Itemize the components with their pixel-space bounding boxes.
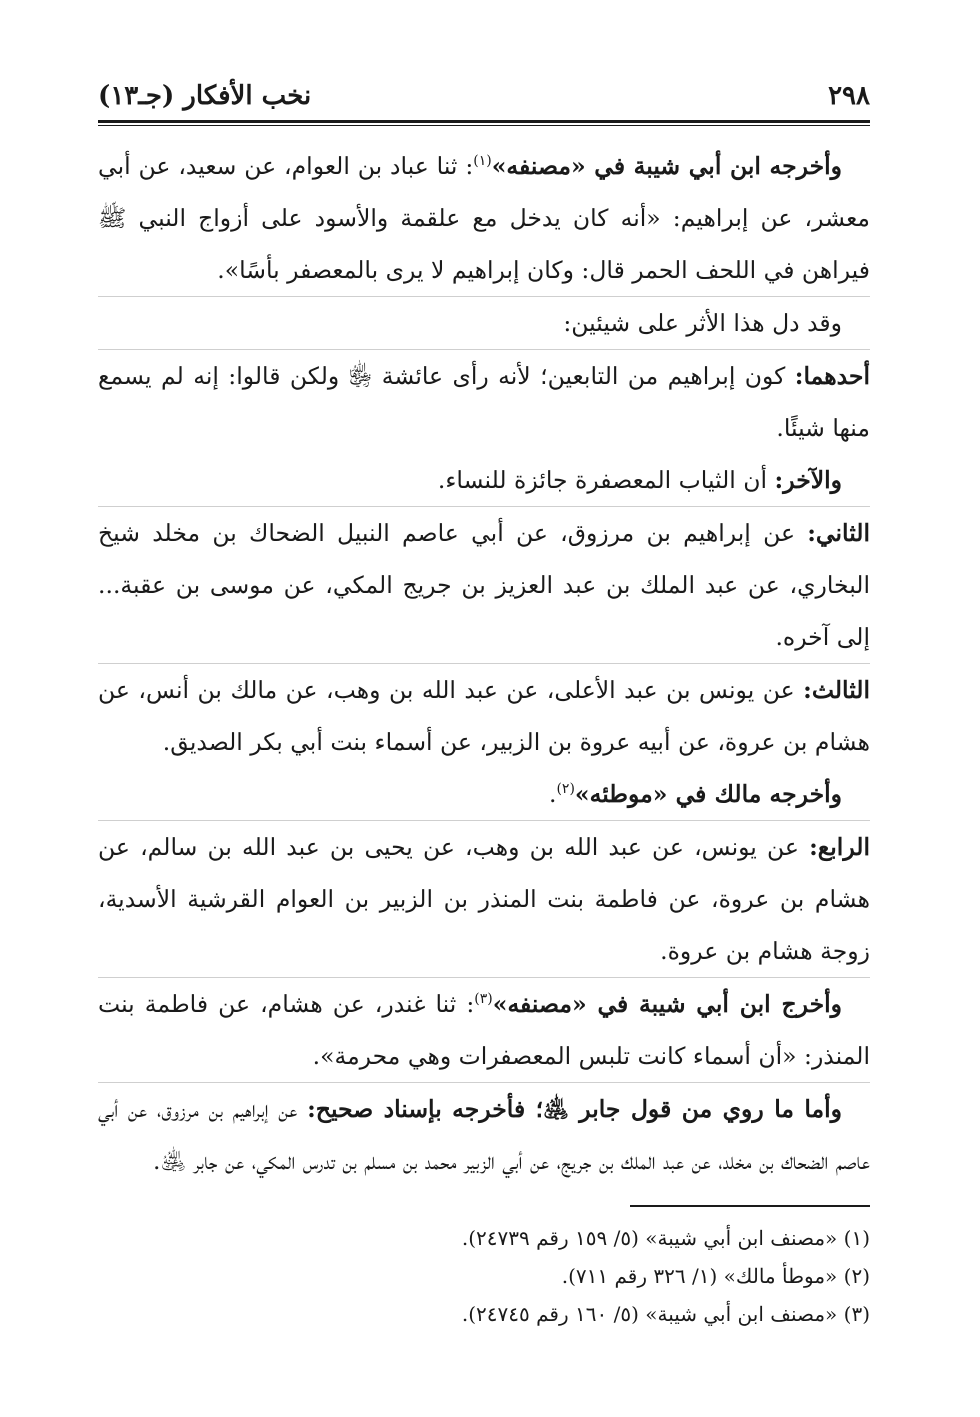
running-title: نخب الأفكار (جـ١٣) bbox=[98, 81, 312, 111]
footnote-2: (٢) «موطأ مالك» (١/ ٣٢٦ رقم ٧١١). bbox=[561, 1264, 870, 1288]
paragraph-chain-three: الثالث: عن يونس بن عبد الأعلى، عن عبد الله بن وهب، عن مالك بن أنس، عن هشام بن عروة، عن أبيه عروة بن الزبير، عن أسماء بنت أبي بكر الصديق. bbox=[98, 663, 870, 768]
paragraph-chain-four: الرابع: عن يونس، عن عبد الله بن وهب، عن يحيى بن عبد الله بن سالم، عن هشام بن عروة، عن فاطمة بنت المنذر بن الزبير بن العوام القرشية الأسدية، زوجة هشام بن عروة. bbox=[98, 820, 870, 977]
main-text bbox=[98, 140, 870, 1187]
paragraph-ibn-abi-shaybah-2: وأخرج ابن أبي شيبة في «مصنفه»$^{(٣)}$: ثنا غندر، عن هشام، عن فاطمة بنت المنذر: «أن أسماء كانت تلبس المعصفرات وهي محرمة». bbox=[98, 977, 870, 1082]
paragraph-first-point: أحدهما: كون إبراهيم من التابعين؛ لأنه رأى عائشة ﵂ ولكن قالوا: إنه لم يسمع منها شيئًا. bbox=[98, 349, 870, 454]
paragraph-two-things: وقد دل هذا الأثر على شيئين: bbox=[98, 296, 870, 349]
footnote-1: (١) «مصنف ابن أبي شيبة» (٥/ ١٥٩ رقم ٢٤٧٣٩). bbox=[461, 1226, 870, 1250]
page-header bbox=[98, 72, 870, 116]
paragraph-ibn-abi-shaybah-1: وأخرجه ابن أبي شيبة في «مصنفه»$^{(١)}$: ثنا عباد بن العوام، عن سعيد، عن أبي معشر، عن إبراهيم: «أنه كان يدخل مع علقمة والأسود على أزواج النبي ﷺ فيراهن في اللحف الحمر قال: وكان إبراهيم لا يرى بالمعصفر بأسًا». bbox=[98, 152, 870, 284]
header-divider bbox=[98, 120, 870, 126]
page-number: ٢٩٨ bbox=[828, 81, 870, 111]
paragraph-jabir: وأما ما روي من قول جابر ﵁؛ فأخرجه بإسناد صحيح: عن إبراهيم بن مرزوق، عن أبي عاصم الضحاك بن مخلد، عن عبد الملك بن جريج، عن أبي الزبير محمد بن مسلم بن تدرس المكي، عن جابر ﵁. bbox=[98, 1082, 870, 1187]
paragraph-second-point: والآخر: أن الثياب المعصفرة جائزة للنساء. bbox=[437, 466, 842, 494]
paragraph-malik: وأخرجه مالك في «موطئه»$^{(٢)}$. bbox=[548, 780, 842, 808]
footnote-3: (٣) «مصنف ابن أبي شيبة» (٥/ ١٦٠ رقم ٢٤٧٤٥). bbox=[461, 1302, 870, 1326]
book-page bbox=[98, 72, 870, 1333]
paragraph-chain-two: الثاني: عن إبراهيم بن مرزوق، عن أبي عاصم النبيل الضحاك بن مخلد شيخ البخاري، عن عبد الملك بن عبد العزيز بن جريج المكي، عن موسى بن عقبة... إلى آخره. bbox=[98, 506, 870, 663]
footnote-divider bbox=[630, 1205, 870, 1207]
footnotes bbox=[98, 1219, 870, 1333]
